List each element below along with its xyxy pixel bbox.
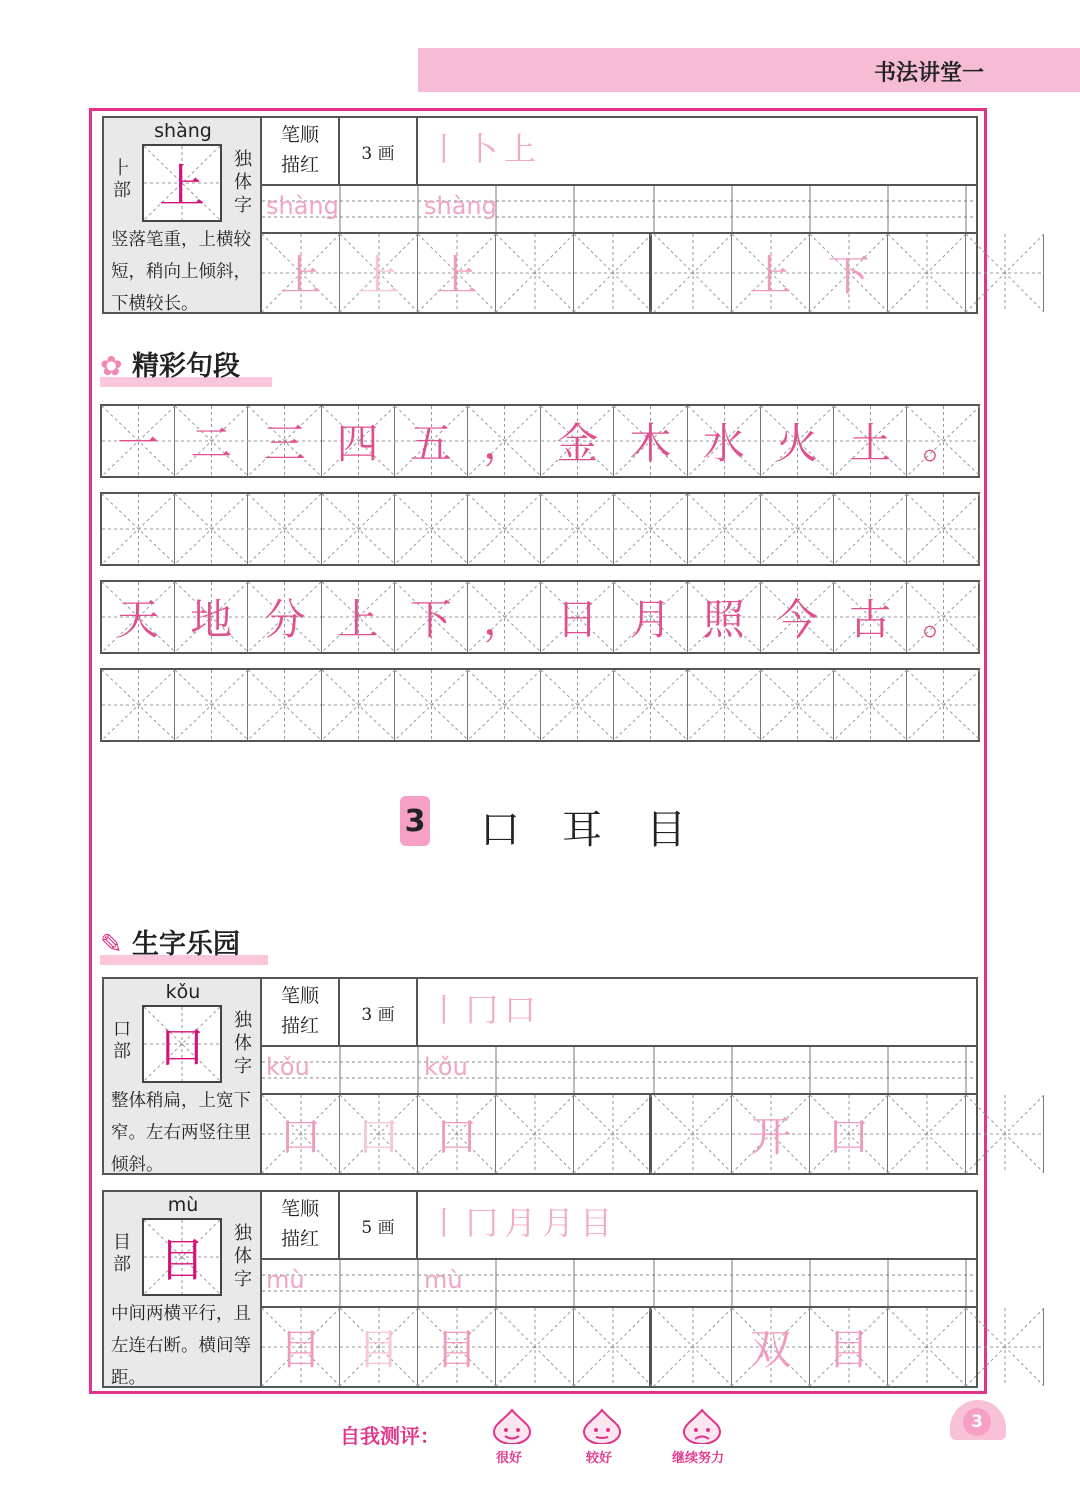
passage-cell[interactable] xyxy=(761,494,834,564)
passage-character: 三 xyxy=(263,419,306,468)
passage-character: 上 xyxy=(336,595,379,644)
passage-row xyxy=(100,580,980,654)
passage-character: 日 xyxy=(556,595,599,644)
stroke-sequence: 丨冂月月目 xyxy=(428,1204,619,1242)
trace-character: 目 xyxy=(357,1325,400,1374)
practice-cell[interactable] xyxy=(810,1308,888,1386)
passage-character: ， xyxy=(483,595,526,644)
writing-tip: 竖落笔重，上横较短，稍向上倾斜，下横较长。 xyxy=(111,230,251,314)
radical-label: ⺊部 xyxy=(113,158,131,201)
pinyin-trace[interactable]: mù xyxy=(424,1266,463,1294)
character-model-box xyxy=(142,1005,222,1083)
writing-tip: 中间两横平行，且左连右断。横间等距。 xyxy=(111,1304,251,1388)
order-labels xyxy=(262,118,340,184)
trace-character xyxy=(966,1095,1043,1173)
passage-cell[interactable] xyxy=(102,670,175,740)
stroke-count: 3 画 xyxy=(340,979,418,1045)
pinyin-guide-lines xyxy=(262,1260,976,1306)
passage-character xyxy=(468,494,540,564)
passage-character: 二 xyxy=(190,419,233,468)
character-info-panel xyxy=(104,1192,262,1386)
passage-cell[interactable] xyxy=(175,582,248,652)
character-pinyin: kǒu xyxy=(165,981,201,1003)
trace-character: 开 xyxy=(749,1112,792,1161)
page-title: 书法讲堂一 xyxy=(873,61,984,86)
passage-character xyxy=(761,670,833,740)
passage-cell[interactable] xyxy=(834,406,907,476)
writing-tip: 整体稍扁，上宽下窄。左右两竖往里倾斜。 xyxy=(111,1091,251,1175)
trace-character: 目 xyxy=(279,1325,322,1374)
order-labels xyxy=(262,979,340,1045)
passage-cell[interactable] xyxy=(102,494,175,564)
passage-cell[interactable] xyxy=(834,494,907,564)
trace-character xyxy=(496,234,573,312)
passage-cell[interactable] xyxy=(541,670,614,740)
practice-cell[interactable] xyxy=(262,234,340,312)
practice-cell[interactable] xyxy=(654,1095,732,1173)
character-model-box xyxy=(142,1218,222,1296)
practice-area xyxy=(262,118,976,312)
passage-cell[interactable] xyxy=(395,494,468,564)
character-block-kou xyxy=(102,977,978,1175)
trace-character: 口 xyxy=(827,1112,870,1161)
practice-cell[interactable] xyxy=(732,1095,810,1173)
trace-character xyxy=(574,1095,649,1173)
practice-cell[interactable] xyxy=(888,1095,966,1173)
trace-character xyxy=(496,1095,573,1173)
pinyin-trace[interactable]: kǒu xyxy=(266,1053,310,1081)
practice-cell[interactable] xyxy=(340,234,418,312)
pinyin-trace[interactable]: kǒu xyxy=(424,1053,468,1081)
trace-character xyxy=(888,234,965,312)
character-pinyin: mù xyxy=(167,1194,199,1216)
passage-character xyxy=(541,494,613,564)
trace-character xyxy=(496,1308,573,1386)
page-number: 3 xyxy=(963,1408,991,1436)
practice-cell[interactable] xyxy=(888,234,966,312)
pinyin-trace[interactable]: mù xyxy=(266,1266,305,1294)
section-header-passage xyxy=(100,344,240,383)
passage-cell[interactable] xyxy=(395,406,468,476)
practice-cell[interactable] xyxy=(340,1095,418,1173)
passage-cell[interactable] xyxy=(688,494,761,564)
practice-cell[interactable] xyxy=(810,1095,888,1173)
label-trace: 描红 xyxy=(280,1015,319,1037)
passage-character: 一 xyxy=(117,419,160,468)
practice-cell[interactable] xyxy=(574,234,652,312)
passage-character xyxy=(395,670,467,740)
practice-cell[interactable] xyxy=(888,1308,966,1386)
passage-row xyxy=(100,492,980,566)
trace-character: 目 xyxy=(435,1325,478,1374)
passage-character xyxy=(395,494,467,564)
practice-cell[interactable] xyxy=(732,234,810,312)
practice-cell[interactable] xyxy=(966,1308,1044,1386)
passage-cell[interactable] xyxy=(541,582,614,652)
practice-cell[interactable] xyxy=(418,1095,496,1173)
passage-cell[interactable] xyxy=(614,670,687,740)
passage-cell[interactable] xyxy=(614,406,687,476)
section-header-new-chars xyxy=(100,922,240,961)
practice-cell[interactable] xyxy=(418,1308,496,1386)
passage-cell[interactable] xyxy=(541,494,614,564)
passage-cell[interactable] xyxy=(834,670,907,740)
passage-character xyxy=(907,670,979,740)
passage-character xyxy=(834,494,906,564)
passage-character xyxy=(248,494,320,564)
passage-character: 天 xyxy=(117,595,160,644)
passage-character xyxy=(322,670,394,740)
trace-character: 目 xyxy=(827,1325,870,1374)
radical-label: 目部 xyxy=(113,1232,131,1275)
practice-cell[interactable] xyxy=(496,234,574,312)
character-block-mu xyxy=(102,1190,978,1388)
passage-cell[interactable] xyxy=(248,670,321,740)
character-info-panel xyxy=(104,118,262,312)
passage-cell[interactable] xyxy=(395,582,468,652)
passage-character: 四 xyxy=(336,419,379,468)
practice-cell[interactable] xyxy=(496,1095,574,1173)
passage-cell[interactable] xyxy=(175,494,248,564)
practice-cell[interactable] xyxy=(262,1095,340,1173)
pinyin-trace-row xyxy=(262,1258,976,1308)
trace-character: 口 xyxy=(279,1112,322,1161)
trace-character: 上 xyxy=(435,251,478,300)
stroke-sequence: 丨卜上 xyxy=(428,130,543,168)
trace-character xyxy=(654,1095,731,1173)
passage-character xyxy=(761,494,833,564)
character-info-panel xyxy=(104,979,262,1173)
passage-cell[interactable] xyxy=(907,670,980,740)
passage-character: 土 xyxy=(849,419,892,468)
practice-cell[interactable] xyxy=(496,1308,574,1386)
passage-cell[interactable] xyxy=(688,406,761,476)
label-stroke-order: 笔顺 xyxy=(280,985,319,1007)
happy-face-icon[interactable] xyxy=(490,1408,534,1444)
passage-cell[interactable] xyxy=(468,494,541,564)
passage-character: 月 xyxy=(629,595,672,644)
character-block-shang xyxy=(102,116,978,314)
passage-character: 五 xyxy=(409,419,452,468)
passage-character xyxy=(614,670,686,740)
self-eval-label: 自我测评： xyxy=(340,1424,440,1448)
structure-type: 独体字 xyxy=(234,149,252,216)
label-trace: 描红 xyxy=(280,154,319,176)
practice-cell[interactable] xyxy=(810,234,888,312)
eval-option-label: 继续努力 xyxy=(672,1451,725,1466)
passage-cell[interactable] xyxy=(322,406,395,476)
passage-character: 今 xyxy=(775,595,818,644)
practice-grid-row xyxy=(262,1095,976,1173)
passage-character xyxy=(688,494,760,564)
passage-character xyxy=(614,494,686,564)
practice-grid-row xyxy=(262,234,976,312)
passage-cell[interactable] xyxy=(175,670,248,740)
label-stroke-order: 笔顺 xyxy=(280,124,319,146)
practice-cell[interactable] xyxy=(732,1308,810,1386)
lesson-number: 3 xyxy=(400,796,430,846)
trace-character xyxy=(574,1308,649,1386)
passage-character xyxy=(248,670,320,740)
stroke-count: 5 画 xyxy=(340,1192,418,1258)
trace-character: 上 xyxy=(749,251,792,300)
trace-character xyxy=(966,1308,1043,1386)
trace-character xyxy=(888,1308,965,1386)
character-model: 口 xyxy=(159,1020,205,1074)
passage-cell[interactable] xyxy=(907,494,980,564)
passage-cell[interactable] xyxy=(395,670,468,740)
passage-character xyxy=(102,494,174,564)
passage-cell[interactable] xyxy=(248,582,321,652)
passage-cell[interactable] xyxy=(907,582,980,652)
radical-label: 口部 xyxy=(113,1019,131,1062)
practice-cell[interactable] xyxy=(418,234,496,312)
character-model-box xyxy=(142,144,222,222)
passage-cell[interactable] xyxy=(322,582,395,652)
passage-cell[interactable] xyxy=(322,494,395,564)
passage-character: 木 xyxy=(629,419,672,468)
passage-cell[interactable] xyxy=(541,406,614,476)
practice-cell[interactable] xyxy=(574,1308,652,1386)
label-stroke-order: 笔顺 xyxy=(280,1198,319,1220)
passage-row xyxy=(100,404,980,478)
label-trace: 描红 xyxy=(280,1228,319,1250)
passage-character xyxy=(102,670,174,740)
trace-character xyxy=(888,1095,965,1173)
passage-character: 金 xyxy=(556,419,599,468)
passage-character xyxy=(322,494,394,564)
practice-cell[interactable] xyxy=(966,234,1044,312)
pinyin-guide-lines xyxy=(262,1047,976,1093)
passage-cell[interactable] xyxy=(761,582,834,652)
practice-grid-row xyxy=(262,1308,976,1386)
pinyin-guide-lines xyxy=(262,186,976,232)
practice-area xyxy=(262,1192,976,1386)
passage-cell[interactable] xyxy=(468,670,541,740)
passage-cell[interactable] xyxy=(834,582,907,652)
practice-cell[interactable] xyxy=(340,1308,418,1386)
passage-cell[interactable] xyxy=(248,406,321,476)
practice-cell[interactable] xyxy=(262,1308,340,1386)
practice-area xyxy=(262,979,976,1173)
passage-character xyxy=(688,670,760,740)
practice-cell[interactable] xyxy=(654,234,732,312)
passage-cell[interactable] xyxy=(614,582,687,652)
passage-row xyxy=(100,668,980,742)
passage-cell[interactable] xyxy=(175,406,248,476)
passage-cell[interactable] xyxy=(688,670,761,740)
passage-cell[interactable] xyxy=(688,582,761,652)
trace-character xyxy=(654,234,731,312)
passage-cell[interactable] xyxy=(614,494,687,564)
stroke-count: 3 画 xyxy=(340,118,418,184)
passage-character xyxy=(541,670,613,740)
trace-character: 下 xyxy=(827,251,870,300)
passage-character xyxy=(834,670,906,740)
trace-character xyxy=(574,234,649,312)
sad-face-icon[interactable] xyxy=(680,1408,724,1444)
section-title: 生字乐园 xyxy=(132,929,241,960)
pencil-icon: ✎ xyxy=(100,929,123,960)
passage-cell[interactable] xyxy=(322,670,395,740)
passage-character: 古 xyxy=(849,595,892,644)
passage-character: 。 xyxy=(922,595,965,644)
practice-cell[interactable] xyxy=(966,1095,1044,1173)
practice-cell[interactable] xyxy=(654,1308,732,1386)
practice-cell[interactable] xyxy=(574,1095,652,1173)
passage-cell[interactable] xyxy=(907,406,980,476)
passage-cell[interactable] xyxy=(468,406,541,476)
header-bar xyxy=(418,48,1080,92)
trace-character xyxy=(654,1308,731,1386)
passage-character: 水 xyxy=(702,419,745,468)
passage-character xyxy=(468,670,540,740)
character-model: 目 xyxy=(159,1233,205,1287)
passage-character: 照 xyxy=(702,595,745,644)
trace-character: 口 xyxy=(357,1112,400,1161)
passage-character: 下 xyxy=(409,595,452,644)
trace-character: 上 xyxy=(357,251,400,300)
pinyin-trace[interactable]: shàng xyxy=(266,192,339,220)
passage-cell[interactable] xyxy=(102,582,175,652)
passage-character: ， xyxy=(483,419,526,468)
lesson-char: 耳 xyxy=(562,807,602,853)
section-title: 精彩句段 xyxy=(132,351,241,382)
structure-type: 独体字 xyxy=(234,1223,252,1290)
passage-cell[interactable] xyxy=(761,406,834,476)
bee-icon: ✿ xyxy=(100,351,123,382)
lesson-char: 口 xyxy=(480,807,520,853)
passage-character: 。 xyxy=(922,419,965,468)
passage-character: 地 xyxy=(190,595,233,644)
trace-character: 双 xyxy=(749,1325,792,1374)
trace-character xyxy=(966,234,1043,312)
passage-cell[interactable] xyxy=(468,582,541,652)
order-labels xyxy=(262,1192,340,1258)
stroke-sequence: 丨冂口 xyxy=(428,991,543,1029)
structure-type: 独体字 xyxy=(234,1010,252,1077)
pinyin-trace[interactable]: shàng xyxy=(424,192,497,220)
passage-cell[interactable] xyxy=(248,494,321,564)
trace-character: 口 xyxy=(435,1112,478,1161)
pinyin-trace-row xyxy=(262,1045,976,1095)
eval-option-label: 很好 xyxy=(496,1451,523,1466)
eval-option-label: 较好 xyxy=(586,1451,613,1466)
passage-character xyxy=(175,670,247,740)
passage-cell[interactable] xyxy=(761,670,834,740)
character-pinyin: shàng xyxy=(154,120,212,142)
character-model: 上 xyxy=(159,159,205,213)
passage-cell[interactable] xyxy=(102,406,175,476)
passage-character xyxy=(907,494,979,564)
smile-face-icon[interactable] xyxy=(580,1408,624,1444)
trace-character: 上 xyxy=(279,251,322,300)
passage-character xyxy=(175,494,247,564)
passage-character: 火 xyxy=(775,419,818,468)
passage-character: 分 xyxy=(263,595,306,644)
lesson-char: 目 xyxy=(646,807,686,853)
pinyin-trace-row xyxy=(262,184,976,234)
